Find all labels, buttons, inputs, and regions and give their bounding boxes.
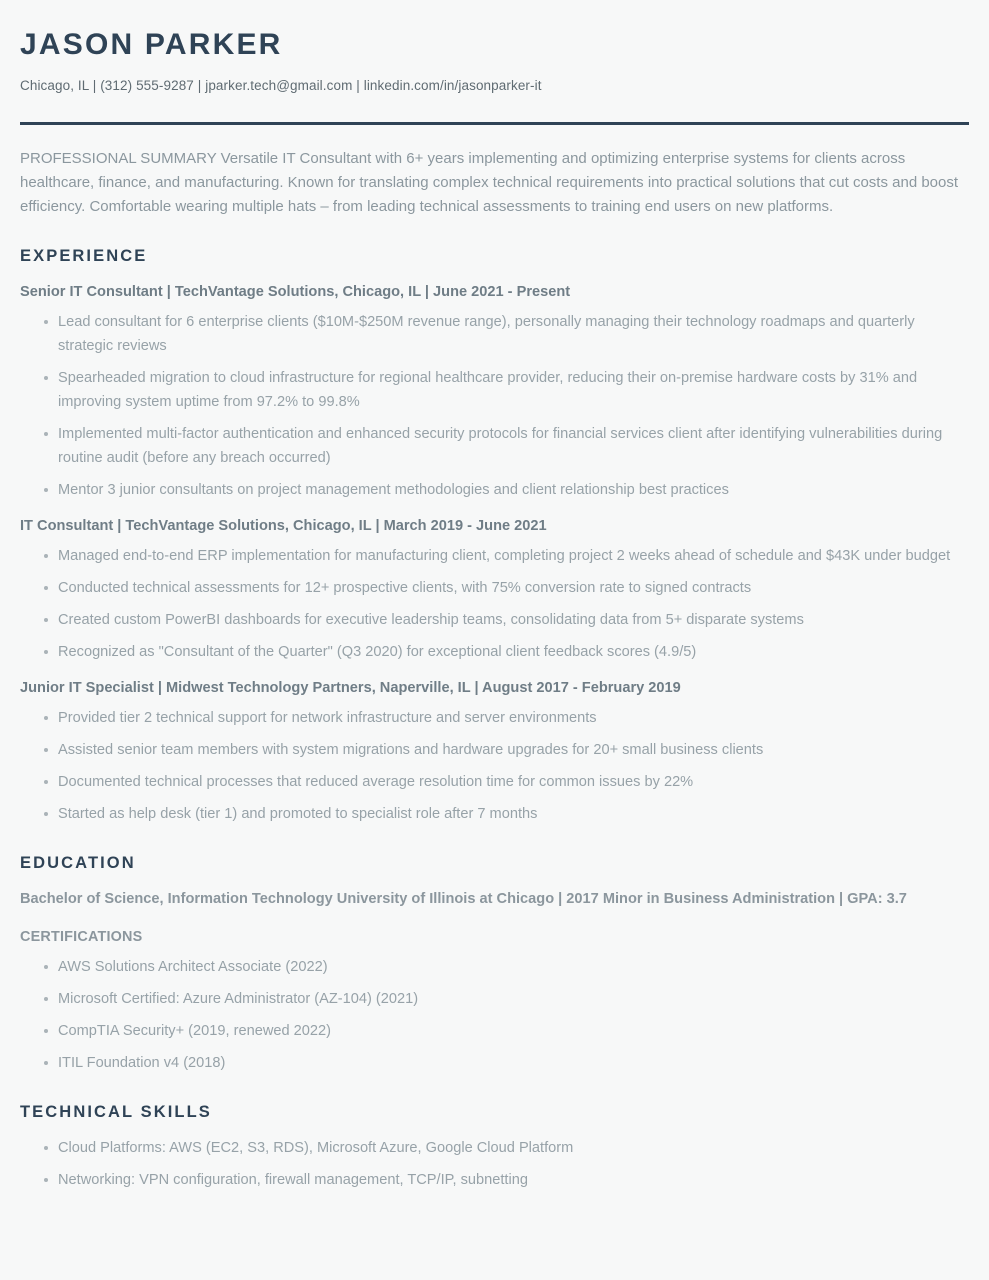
job-bullet: Documented technical processes that reduced average resolution time for common issues by 22% — [20, 770, 969, 794]
certification-item: AWS Solutions Architect Associate (2022) — [20, 955, 969, 979]
job-bullet-list — [20, 706, 969, 826]
job-bullet: Managed end-to-end ERP implementation for manufacturing client, completing project 2 weeks ahead of schedule and $43K under budget — [20, 544, 969, 568]
job-bullet: Mentor 3 junior consultants on project management methodologies and client relationship best practices — [20, 478, 969, 502]
job-bullet: Recognized as "Consultant of the Quarter" (Q3 2020) for exceptional client feedback scores (4.9/5) — [20, 640, 969, 664]
header-divider — [20, 122, 969, 125]
job-bullet: Assisted senior team members with system migrations and hardware upgrades for 20+ small business clients — [20, 738, 969, 762]
job-title-line: Senior IT Consultant | TechVantage Solutions, Chicago, IL | June 2021 - Present — [20, 284, 571, 300]
experience-section — [20, 247, 969, 826]
job-bullet: Conducted technical assessments for 12+ prospective clients, with 75% conversion rate to signed contracts — [20, 576, 969, 600]
job-bullet: Created custom PowerBI dashboards for executive leadership teams, consolidating data from 5+ disparate systems — [20, 608, 969, 632]
job-title-line: IT Consultant | TechVantage Solutions, Chicago, IL | March 2019 - June 2021 — [20, 518, 547, 534]
technical-skills-section — [20, 1103, 969, 1192]
candidate-name: JASON PARKER — [20, 28, 283, 61]
experience-entry — [20, 514, 969, 664]
contact-info-line: Chicago, IL | (312) 555-9287 | jparker.tech@gmail.com | linkedin.com/in/jasonparker-it — [20, 78, 542, 93]
section-heading-experience: EXPERIENCE — [20, 247, 148, 265]
job-bullet: Provided tier 2 technical support for network infrastructure and server environments — [20, 706, 969, 730]
education-entry: Bachelor of Science, Information Technology University of Illinois at Chicago | 2017 Minor in Business Administration | GPA: 3.7 — [20, 891, 907, 907]
job-bullet: Implemented multi-factor authentication and enhanced security protocols for financial services client after identifying vulnerabilities during routine audit (before any breach occurred) — [20, 422, 969, 470]
job-bullet: Spearheaded migration to cloud infrastructure for regional healthcare provider, reducing their on-premise hardware costs by 31% and improving system uptime from 97.2% to 99.8% — [20, 366, 969, 414]
job-bullet: Lead consultant for 6 enterprise clients ($10M-$250M revenue range), personally managing their technology roadmaps and quarterly strategic reviews — [20, 310, 969, 358]
section-heading-education: EDUCATION — [20, 854, 136, 872]
education-section — [20, 854, 969, 1075]
certifications-subheading: CERTIFICATIONS — [20, 929, 143, 945]
job-bullet-list — [20, 310, 969, 502]
job-bullet: Started as help desk (tier 1) and promoted to specialist role after 7 months — [20, 802, 969, 826]
professional-summary: PROFESSIONAL SUMMARY Versatile IT Consultant with 6+ years implementing and optimizing enterprise systems for clients across healthcare, finance, and manufacturing. Known for translating complex technical requirements into practical solutions that cut costs and boost efficiency. Comfortable wearing multiple hats – from leading technical assessments to training end users on new platforms. — [20, 150, 959, 215]
job-title-line: Junior IT Specialist | Midwest Technology Partners, Naperville, IL | August 2017 - February 2019 — [20, 680, 681, 696]
experience-entry — [20, 676, 969, 826]
experience-entry — [20, 280, 969, 502]
technical-skills-list — [20, 1136, 969, 1192]
certification-item: CompTIA Security+ (2019, renewed 2022) — [20, 1019, 969, 1043]
certification-item: ITIL Foundation v4 (2018) — [20, 1051, 969, 1075]
resume-header — [20, 26, 969, 125]
section-heading-technical-skills: TECHNICAL SKILLS — [20, 1103, 212, 1121]
technical-skill-item: Networking: VPN configuration, firewall management, TCP/IP, subnetting — [20, 1168, 969, 1192]
certifications-list — [20, 955, 969, 1075]
technical-skill-item: Cloud Platforms: AWS (EC2, S3, RDS), Microsoft Azure, Google Cloud Platform — [20, 1136, 969, 1160]
job-bullet-list — [20, 544, 969, 664]
certification-item: Microsoft Certified: Azure Administrator (AZ-104) (2021) — [20, 987, 969, 1011]
